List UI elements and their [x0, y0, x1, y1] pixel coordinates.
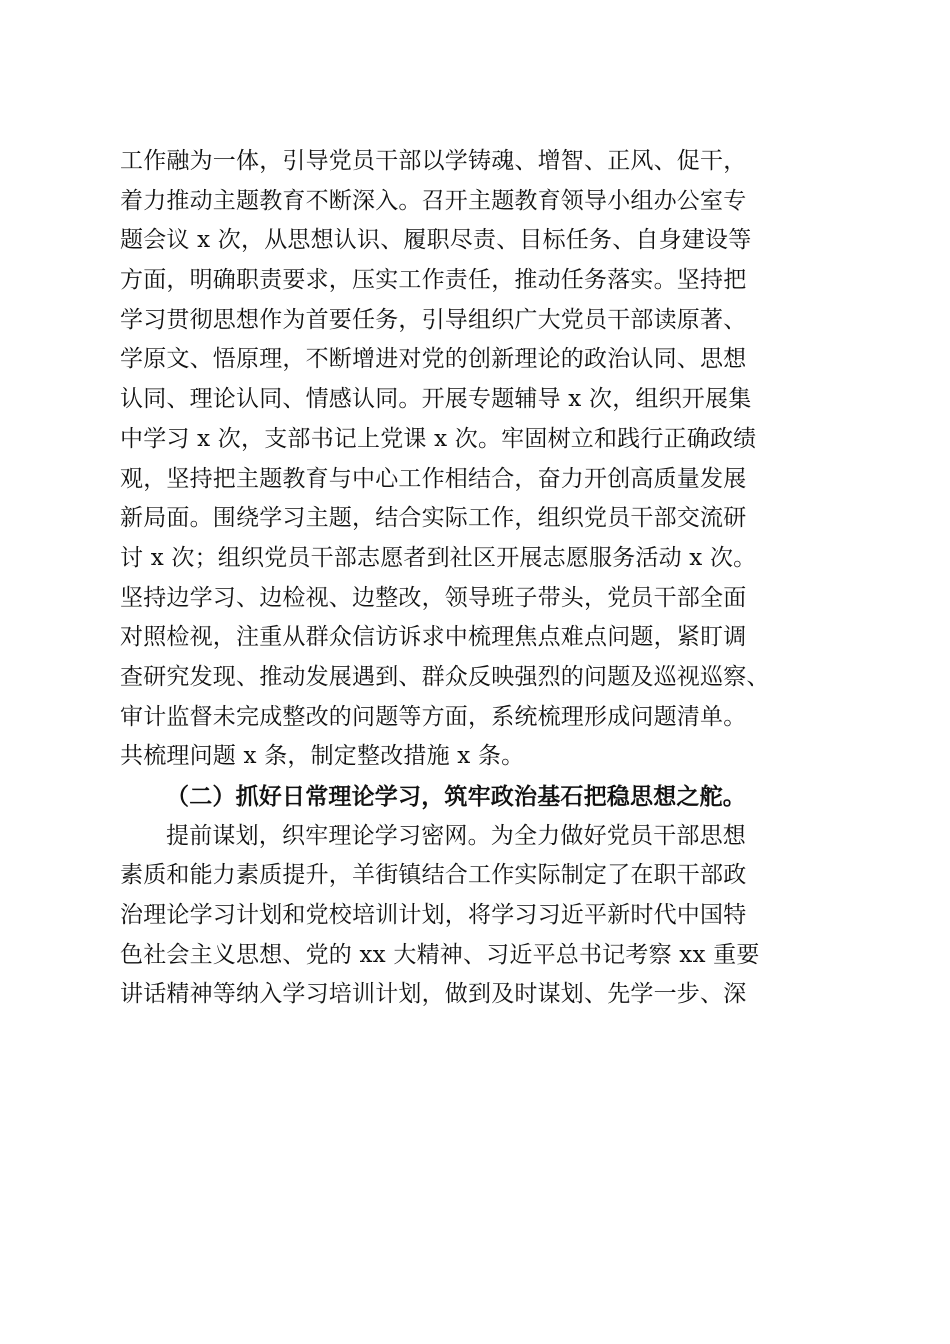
section-heading: （二）抓好日常理论学习，筑牢政治基石把稳思想之舵。: [166, 783, 746, 810]
paragraph-1-line-12: 坚持边学习、边检视、边整改，领导班子带头，党员干部全面: [120, 584, 747, 611]
paragraph-2-line-5: 讲话精神等纳入学习培训计划，做到及时谋划、先学一步、深: [120, 981, 747, 1008]
paragraph-1-line-6: 学原文、悟原理，不断增进对党的创新理论的政治认同、思想: [120, 346, 747, 373]
paragraph-1-line-13: 对照检视，注重从群众信访诉求中梳理焦点难点问题，紧盯调: [120, 624, 747, 651]
paragraph-2-line-3: 治理论学习计划和党校培训计划，将学习习近平新时代中国特: [120, 902, 747, 929]
paragraph-1-line-7: 认同、理论认同、情感认同。开展专题辅导 x 次，组织开展集: [120, 386, 752, 413]
paragraph-1-line-2: 着力推动主题教育不断深入。召开主题教育领导小组办公室专: [120, 187, 747, 214]
document-body: [120, 142, 830, 1015]
paragraph-1-line-1: 工作融为一体，引导党员干部以学铸魂、增智、正风、促干，: [120, 148, 747, 174]
paragraph-1-line-16: 共梳理问题 x 条，制定整改措施 x 条。: [120, 743, 525, 770]
paragraph-1-line-14: 查研究发现、推动发展遇到、群众反映强烈的问题及巡视巡察、: [120, 663, 770, 690]
paragraph-1-line-15: 审计监督未完成整改的问题等方面，系统梳理形成问题清单。: [120, 703, 747, 730]
paragraph-1-line-9: 观，坚持把主题教育与中心工作相结合，奋力开创高质量发展: [120, 465, 747, 492]
paragraph-2-line-1: 提前谋划，织牢理论学习密网。为全力做好党员干部思想: [166, 822, 746, 849]
paragraph-1-line-10: 新局面。围绕学习主题，结合实际工作，组织党员干部交流研: [120, 505, 747, 532]
paragraph-2-line-4: 色社会主义思想、党的 xx 大精神、习近平总书记考察 xx 重要: [120, 941, 760, 968]
paragraph-2-line-2: 素质和能力素质提升，羊街镇结合工作实际制定了在职干部政: [120, 862, 747, 889]
paragraph-1-line-4: 方面，明确职责要求，压实工作责任，推动任务落实。坚持把: [120, 267, 747, 294]
paragraph-1-line-3: 题会议 x 次，从思想认识、履职尽责、目标任务、自身建设等: [120, 227, 752, 254]
paragraph-1-line-8: 中学习 x 次，支部书记上党课 x 次。牢固树立和践行正确政绩: [120, 425, 757, 452]
paragraph-1-line-5: 学习贯彻思想作为首要任务，引导组织广大党员干部读原著、: [120, 306, 747, 333]
paragraph-1-line-11: 讨 x 次；组织党员干部志愿者到社区开展志愿服务活动 x 次。: [120, 544, 757, 571]
